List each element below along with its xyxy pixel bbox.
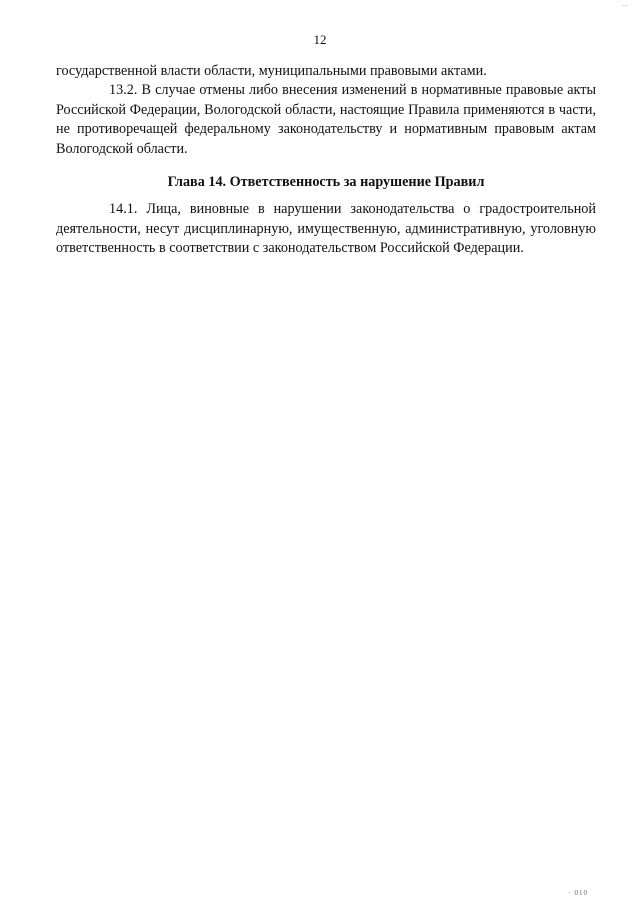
continuation-paragraph: государственной власти области, муниципальными правовыми актами. (56, 63, 487, 79)
chapter-14-heading: Глава 14. Ответственность за нарушение Правил (167, 174, 485, 191)
footer-mark: · 010 (568, 889, 588, 897)
document-body (56, 62, 596, 259)
clause-13-2-paragraph: 13.2. В случае отмены либо внесения изменений в нормативные правовые акты Российской Федерации, Вологодской области, настоящие Правила применяются в части, не противоречащей федеральному законодательству и нормативным правовым актам Вологодской области. (56, 82, 596, 157)
clause-14-1-paragraph: 14.1. Лица, виновные в нарушении законодательства о градостроительной деятельности, несут дисциплинарную, имущественную, административную, уголовную ответственность в соответствии с законодательством Российской Федерации. (56, 201, 596, 257)
page-number: 12 (313, 32, 327, 47)
corner-mark: ... (622, 0, 628, 8)
